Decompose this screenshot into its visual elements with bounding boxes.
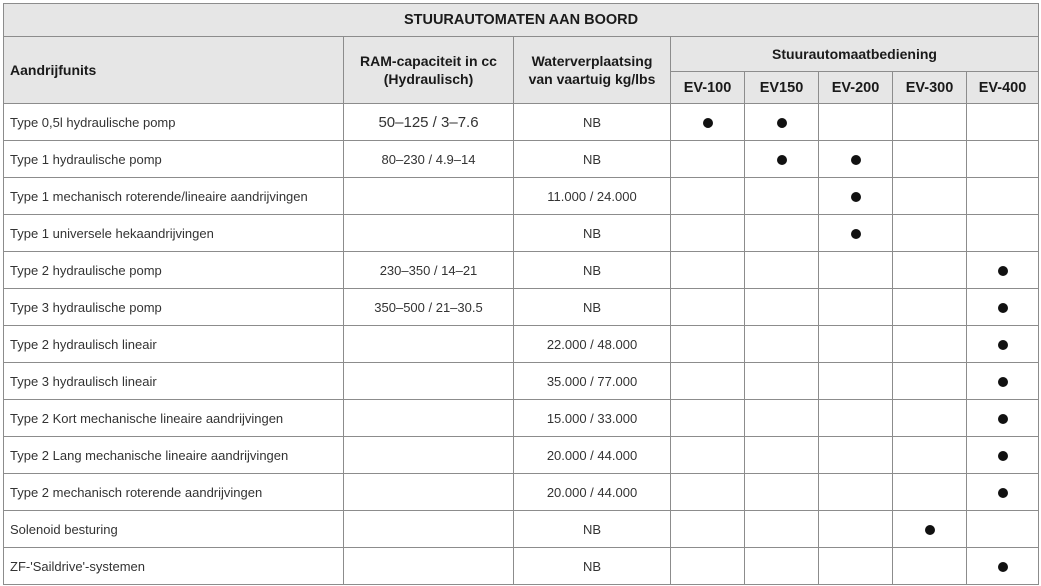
compat-cell-ev100	[671, 215, 745, 252]
compatible-dot-icon	[777, 155, 787, 165]
compat-cell-ev400	[967, 400, 1039, 437]
table-row	[4, 363, 1039, 400]
compat-cell-ev200	[819, 400, 893, 437]
header-displacement	[514, 37, 671, 104]
compat-cell-ev150	[745, 289, 819, 326]
compat-cell-ev150	[745, 511, 819, 548]
compat-cell-ev400	[967, 326, 1039, 363]
compatible-dot-icon	[998, 303, 1008, 313]
compat-cell-ev200	[819, 215, 893, 252]
compat-cell-ev400	[967, 363, 1039, 400]
ram-capacity-cell	[344, 474, 514, 511]
table-row	[4, 178, 1039, 215]
compat-cell-ev200	[819, 437, 893, 474]
header-autopilot-control: Stuurautomaatbediening	[671, 37, 1039, 72]
compat-cell-ev400	[967, 511, 1039, 548]
compatible-dot-icon	[998, 340, 1008, 350]
compat-cell-ev150	[745, 141, 819, 178]
compat-cell-ev400	[967, 548, 1039, 585]
compat-cell-ev150	[745, 215, 819, 252]
table-row	[4, 548, 1039, 585]
compat-cell-ev100	[671, 548, 745, 585]
header-model-ev300: EV-300	[893, 72, 967, 104]
compat-cell-ev100	[671, 511, 745, 548]
drive-unit-name: Type 2 hydraulische pomp	[4, 252, 344, 289]
compat-cell-ev400	[967, 252, 1039, 289]
displacement-cell: NB	[514, 289, 671, 326]
table-row	[4, 400, 1039, 437]
header-ram-line2: (Hydraulisch)	[383, 71, 474, 87]
table-row	[4, 326, 1039, 363]
ram-capacity-cell	[344, 511, 514, 548]
ram-capacity-cell	[344, 215, 514, 252]
compat-cell-ev400	[967, 104, 1039, 141]
compat-cell-ev150	[745, 437, 819, 474]
compatible-dot-icon	[851, 229, 861, 239]
table-row	[4, 252, 1039, 289]
drive-unit-name: Type 2 mechanisch roterende aandrijvingen	[4, 474, 344, 511]
compat-cell-ev100	[671, 326, 745, 363]
compat-cell-ev300	[893, 363, 967, 400]
drive-unit-name: Solenoid besturing	[4, 511, 344, 548]
compatible-dot-icon	[998, 377, 1008, 387]
displacement-cell: 15.000 / 33.000	[514, 400, 671, 437]
compat-cell-ev100	[671, 178, 745, 215]
compatible-dot-icon	[925, 525, 935, 535]
ram-capacity-cell: 350–500 / 21–30.5	[344, 289, 514, 326]
compat-cell-ev300	[893, 548, 967, 585]
compat-cell-ev200	[819, 289, 893, 326]
compat-cell-ev100	[671, 141, 745, 178]
drive-unit-name: Type 1 hydraulische pomp	[4, 141, 344, 178]
drive-unit-name: Type 3 hydraulisch lineair	[4, 363, 344, 400]
ram-capacity-cell	[344, 548, 514, 585]
compat-cell-ev150	[745, 474, 819, 511]
compat-cell-ev400	[967, 474, 1039, 511]
ram-capacity-cell: 80–230 / 4.9–14	[344, 141, 514, 178]
compat-cell-ev100	[671, 252, 745, 289]
compatible-dot-icon	[777, 118, 787, 128]
compat-cell-ev100	[671, 363, 745, 400]
compat-cell-ev200	[819, 548, 893, 585]
compat-cell-ev100	[671, 289, 745, 326]
displacement-cell: NB	[514, 141, 671, 178]
compat-cell-ev150	[745, 363, 819, 400]
compat-cell-ev150	[745, 178, 819, 215]
compat-cell-ev300	[893, 104, 967, 141]
header-model-ev200: EV-200	[819, 72, 893, 104]
drive-unit-name: Type 1 mechanisch roterende/lineaire aandrijvingen	[4, 178, 344, 215]
compat-cell-ev400	[967, 289, 1039, 326]
compat-cell-ev100	[671, 400, 745, 437]
table-row	[4, 437, 1039, 474]
table-row	[4, 289, 1039, 326]
displacement-cell: NB	[514, 104, 671, 141]
compat-cell-ev300	[893, 141, 967, 178]
ram-capacity-cell	[344, 437, 514, 474]
compat-cell-ev150	[745, 400, 819, 437]
table-body	[4, 104, 1039, 585]
displacement-cell: 20.000 / 44.000	[514, 437, 671, 474]
table-row	[4, 511, 1039, 548]
table-row	[4, 474, 1039, 511]
compatible-dot-icon	[998, 414, 1008, 424]
drive-unit-name: Type 2 Kort mechanische lineaire aandrijvingen	[4, 400, 344, 437]
compat-cell-ev200	[819, 252, 893, 289]
header-displacement-line2: van vaartuig kg/lbs	[528, 71, 656, 87]
compat-cell-ev300	[893, 511, 967, 548]
compat-cell-ev300	[893, 289, 967, 326]
header-model-ev100: EV-100	[671, 72, 745, 104]
compat-cell-ev300	[893, 252, 967, 289]
compat-cell-ev300	[893, 400, 967, 437]
compat-cell-ev200	[819, 178, 893, 215]
displacement-cell: NB	[514, 215, 671, 252]
compat-cell-ev200	[819, 511, 893, 548]
compat-cell-ev150	[745, 104, 819, 141]
ram-capacity-cell: 50–125 / 3–7.6	[344, 104, 514, 141]
compat-cell-ev300	[893, 326, 967, 363]
compat-cell-ev100	[671, 437, 745, 474]
header-ram-capacity	[344, 37, 514, 104]
compatible-dot-icon	[998, 266, 1008, 276]
compat-cell-ev400	[967, 437, 1039, 474]
compat-cell-ev200	[819, 474, 893, 511]
header-ram-line1: RAM-capaciteit in cc	[360, 53, 497, 69]
compat-cell-ev400	[967, 215, 1039, 252]
header-displacement-line1: Waterverplaatsing	[531, 53, 653, 69]
compat-cell-ev100	[671, 474, 745, 511]
drive-unit-name: Type 1 universele hekaandrijvingen	[4, 215, 344, 252]
compat-cell-ev400	[967, 178, 1039, 215]
compatible-dot-icon	[998, 451, 1008, 461]
table-row	[4, 141, 1039, 178]
ram-capacity-cell	[344, 326, 514, 363]
header-model-ev400: EV-400	[967, 72, 1039, 104]
displacement-cell: 22.000 / 48.000	[514, 326, 671, 363]
table-row	[4, 104, 1039, 141]
ram-capacity-cell	[344, 400, 514, 437]
ram-capacity-cell	[344, 363, 514, 400]
compat-cell-ev300	[893, 437, 967, 474]
drive-unit-name: Type 0,5l hydraulische pomp	[4, 104, 344, 141]
compat-cell-ev200	[819, 104, 893, 141]
drive-unit-name: ZF-'Saildrive'-systemen	[4, 548, 344, 585]
compatible-dot-icon	[998, 488, 1008, 498]
ram-capacity-cell	[344, 178, 514, 215]
header-drive-units: Aandrijfunits	[4, 37, 344, 104]
header-model-ev150: EV150	[745, 72, 819, 104]
displacement-cell: 20.000 / 44.000	[514, 474, 671, 511]
compat-cell-ev150	[745, 548, 819, 585]
displacement-cell: NB	[514, 548, 671, 585]
compat-cell-ev300	[893, 474, 967, 511]
displacement-cell: NB	[514, 252, 671, 289]
compat-cell-ev150	[745, 326, 819, 363]
drive-unit-name: Type 3 hydraulische pomp	[4, 289, 344, 326]
compat-cell-ev200	[819, 326, 893, 363]
compatible-dot-icon	[851, 155, 861, 165]
compat-cell-ev300	[893, 215, 967, 252]
compatible-dot-icon	[851, 192, 861, 202]
compat-cell-ev150	[745, 252, 819, 289]
table-title: STUURAUTOMATEN AAN BOORD	[4, 4, 1039, 37]
displacement-cell: 35.000 / 77.000	[514, 363, 671, 400]
compat-cell-ev100	[671, 104, 745, 141]
autopilot-compatibility-table	[3, 3, 1039, 585]
table-row	[4, 215, 1039, 252]
compatible-dot-icon	[703, 118, 713, 128]
compat-cell-ev200	[819, 363, 893, 400]
displacement-cell: 11.000 / 24.000	[514, 178, 671, 215]
drive-unit-name: Type 2 hydraulisch lineair	[4, 326, 344, 363]
displacement-cell: NB	[514, 511, 671, 548]
compat-cell-ev400	[967, 141, 1039, 178]
ram-capacity-cell: 230–350 / 14–21	[344, 252, 514, 289]
compat-cell-ev300	[893, 178, 967, 215]
compatible-dot-icon	[998, 562, 1008, 572]
drive-unit-name: Type 2 Lang mechanische lineaire aandrijvingen	[4, 437, 344, 474]
compat-cell-ev200	[819, 141, 893, 178]
